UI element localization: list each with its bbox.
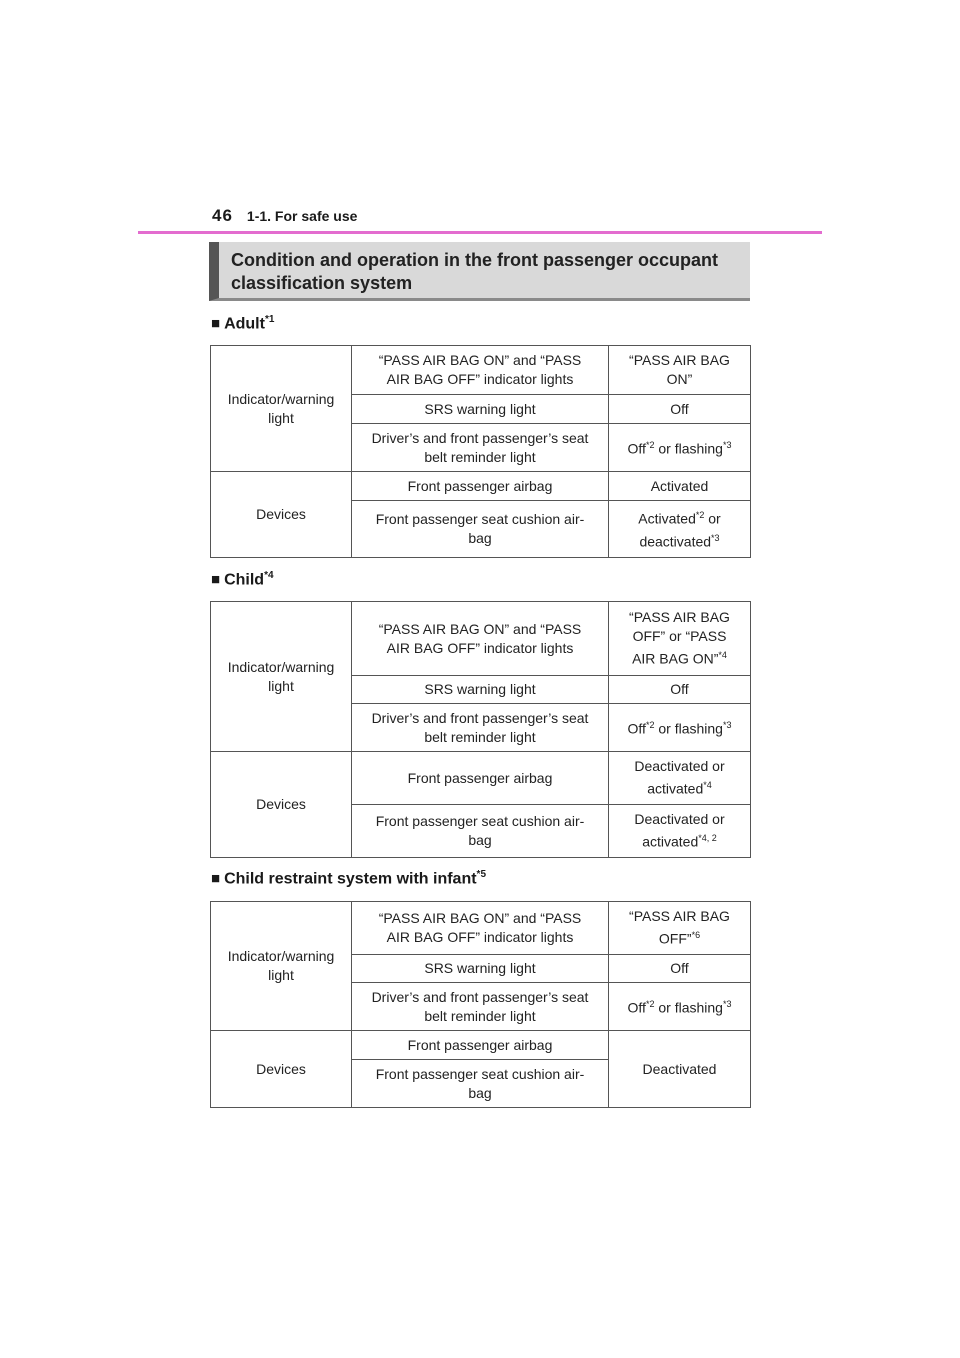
child-table — [210, 601, 751, 858]
page-header — [212, 206, 357, 230]
infant-table — [210, 901, 751, 1108]
pass-value-cell: “PASS AIR BAG OFF” or “PASS AIR BAG ON”$^{*4}$ — [609, 602, 751, 676]
adult-table — [210, 345, 751, 558]
square-bullet-icon: ■ — [211, 571, 221, 589]
table-row — [211, 902, 751, 955]
cushion-label-cell: Front passenger seat cushion air- bag — [352, 1060, 609, 1108]
airbag-value-cell: Activated — [609, 472, 751, 501]
subheading-adult: ■ Adult$^{*1}$ — [211, 314, 275, 333]
chapter-title: 1-1. For safe use — [246, 208, 358, 224]
belt-label-cell: Driver’s and front passenger’s seat belt reminder light — [352, 424, 609, 472]
table-row — [211, 602, 751, 676]
srs-value-cell: Off — [609, 955, 751, 983]
belt-value-cell: Off$^{*2}$ or flashing$^{*3}$ — [609, 424, 751, 472]
airbag-value-cell: Deactivated or activated$^{*4}$ — [609, 752, 751, 805]
pass-value-cell: “PASS AIR BAG OFF”$^{*6}$ — [609, 902, 751, 955]
airbag-label-cell: Front passenger airbag — [352, 472, 609, 501]
devices-value-cell: Deactivated — [609, 1031, 751, 1108]
belt-label-cell: Driver’s and front passenger’s seat belt reminder light — [352, 983, 609, 1031]
table-row — [211, 346, 751, 395]
subheading-infant: ■ Child restraint system with infant$^{*5}$ — [211, 869, 486, 888]
cushion-value-cell: Deactivated or activated$^{*4, 2}$ — [609, 805, 751, 858]
subheading-child: ■ Child$^{*4}$ — [211, 570, 274, 589]
page-number: 46 — [212, 206, 233, 225]
table-row — [211, 752, 751, 805]
devices-label-cell: Devices — [211, 752, 352, 858]
belt-value-cell: Off$^{*2}$ or flashing$^{*3}$ — [609, 704, 751, 752]
header-rule — [138, 231, 822, 234]
belt-value-cell: Off$^{*2}$ or flashing$^{*3}$ — [609, 983, 751, 1031]
pass-lights-cell: “PASS AIR BAG ON” and “PASS AIR BAG OFF” indicator lights — [352, 902, 609, 955]
belt-label-cell: Driver’s and front passenger’s seat belt reminder light — [352, 704, 609, 752]
srs-value-cell: Off — [609, 395, 751, 424]
devices-label-cell: Devices — [211, 472, 352, 558]
indicator-label-cell: Indicator/warning light — [211, 602, 352, 752]
indicator-label-cell: Indicator/warning light — [211, 346, 352, 472]
cushion-label-cell: Front passenger seat cushion air- bag — [352, 805, 609, 858]
pass-value-cell: “PASS AIR BAG ON” — [609, 346, 751, 395]
airbag-label-cell: Front passenger airbag — [352, 1031, 609, 1060]
srs-value-cell: Off — [609, 676, 751, 704]
pass-lights-cell: “PASS AIR BAG ON” and “PASS AIR BAG OFF” indicator lights — [352, 346, 609, 395]
square-bullet-icon: ■ — [211, 870, 221, 888]
table-row — [211, 472, 751, 501]
table-row — [211, 1031, 751, 1060]
srs-label-cell: SRS warning light — [352, 395, 609, 424]
indicator-label-cell: Indicator/warning light — [211, 902, 352, 1031]
pass-lights-cell: “PASS AIR BAG ON” and “PASS AIR BAG OFF” indicator lights — [352, 602, 609, 676]
cushion-label-cell: Front passenger seat cushion air- bag — [352, 501, 609, 558]
srs-label-cell: SRS warning light — [352, 676, 609, 704]
cushion-value-cell: Activated$^{*2}$ or deactivated$^{*3}$ — [609, 501, 751, 558]
section-title: Condition and operation in the front passenger occupant classification system — [231, 250, 719, 293]
airbag-label-cell: Front passenger airbag — [352, 752, 609, 805]
devices-label-cell: Devices — [211, 1031, 352, 1108]
srs-label-cell: SRS warning light — [352, 955, 609, 983]
square-bullet-icon: ■ — [211, 315, 221, 333]
section-heading-box — [209, 242, 750, 301]
